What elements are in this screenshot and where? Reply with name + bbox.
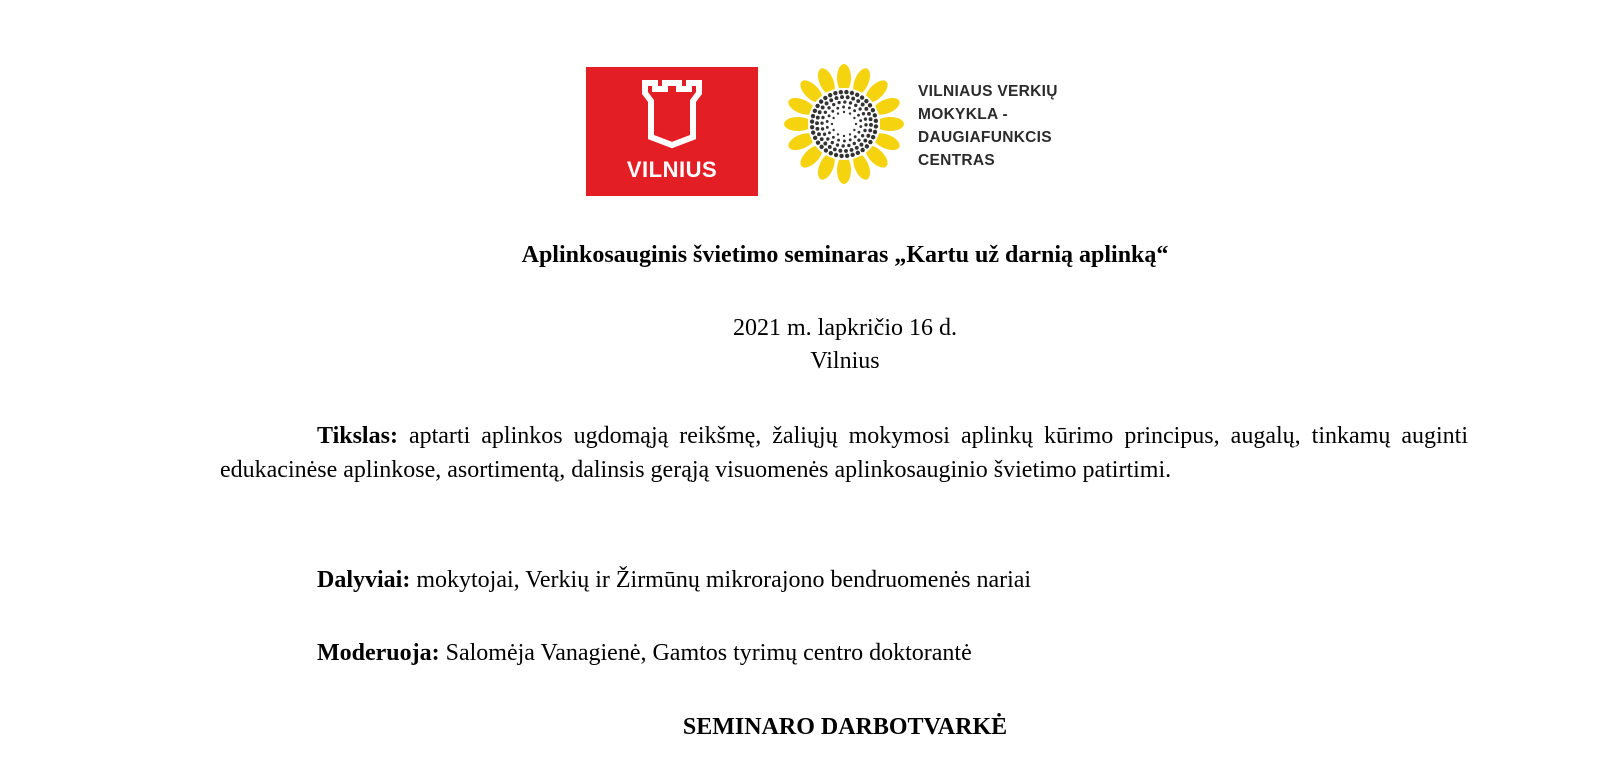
sunflower-logo-icon — [782, 62, 906, 186]
sunflower-petal — [837, 156, 851, 184]
sunflower-seed — [828, 131, 831, 134]
sunflower-seed — [850, 148, 854, 152]
sunflower-petal — [876, 117, 904, 131]
document-title: Aplinkosauginis švietimo seminaras „Kartu už darnią aplinką“ — [521, 242, 1169, 268]
sunflower-seed — [859, 143, 863, 147]
sunflower-seed — [816, 140, 820, 144]
sunflower-seed — [849, 133, 851, 135]
sunflower-seed — [868, 103, 872, 107]
moderator-text: Salomėja Vanagienė, Gamtos tyrimų centro doktorantė — [439, 640, 972, 666]
sunflower-seed — [853, 117, 855, 119]
goal-text: aptarti aplinkos ugdomąją reikšmę, žaliųjų mokymosi aplinkų kūrimo principus, augalų, tinkamų auginti edukacinėse aplinkose, asortimentą, dalinsis gerąją visuomenės aplinkosauginio švietimo patirtimi. — [220, 423, 1468, 483]
goal-label: Tikslas: — [317, 423, 398, 449]
sunflower-seed — [864, 107, 868, 111]
sunflower-seed — [816, 116, 820, 120]
sunflower-seed — [859, 125, 862, 128]
sunflower-seed — [843, 100, 846, 103]
agenda-heading: SEMINARO DARBOTVARKĖ — [682, 714, 1008, 740]
sunflower-seed — [869, 117, 873, 121]
sunflower-seed — [845, 154, 849, 158]
sunflower-seed — [810, 119, 814, 123]
sunflower-seed — [832, 136, 835, 139]
sunflower-seed — [856, 151, 860, 155]
sunflower-seed — [857, 131, 860, 134]
sunflower-seed — [815, 127, 819, 131]
sunflower-seed — [818, 110, 822, 114]
sunflower-seed — [813, 109, 817, 113]
sunflower-seed — [823, 142, 827, 146]
participants-text: mokytojai, Verkių ir Žirmūnų mikrorajono bendruomenės nariai — [410, 567, 1032, 593]
sunflower-seed — [851, 97, 855, 101]
sunflower-seed — [861, 103, 865, 107]
header-logos — [0, 0, 1600, 210]
sunflower-seed — [831, 141, 834, 144]
sunflower-seed — [855, 123, 857, 125]
moderator-label: Moderuoja: — [317, 640, 440, 666]
sunflower-seed — [865, 144, 869, 148]
sunflower-seed — [843, 111, 845, 113]
sunflower-seed — [873, 113, 877, 117]
sunflower-seed — [810, 125, 814, 129]
sunflower-seed — [839, 90, 843, 94]
sunflower-seed — [815, 104, 819, 108]
sunflower-seed — [846, 95, 850, 99]
sunflower-seed — [833, 147, 837, 151]
sunflower-seed — [859, 119, 862, 122]
sunflower-seed — [828, 114, 831, 117]
sunflower-seed — [864, 99, 868, 103]
sunflower-seed — [853, 142, 856, 145]
school-name — [918, 80, 1058, 172]
sunflower-seed — [820, 121, 823, 124]
sunflower-seed — [832, 103, 835, 106]
goal-paragraph — [220, 420, 1468, 487]
sunflower-seed — [837, 112, 839, 114]
sunflower-seed — [844, 149, 848, 153]
sunflower-seed — [869, 123, 873, 127]
sunflower-seed — [863, 129, 866, 132]
sunflower-seed — [871, 135, 875, 139]
school-name-line: DAUGIAFUNKCIS — [918, 129, 1052, 146]
sunflower-seed — [842, 106, 845, 109]
sunflower-seed — [867, 112, 871, 116]
sunflower-seed — [841, 144, 844, 147]
sunflower-seed — [837, 101, 840, 104]
sunflower-seed — [817, 132, 821, 136]
sunflower-seed — [844, 90, 848, 94]
sunflower-seed — [849, 138, 852, 141]
sunflower-seed — [836, 107, 839, 110]
sunflower-seed — [856, 99, 860, 103]
sunflower-seed — [824, 148, 828, 152]
school-name-line: VILNIAUS VERKIŲ — [918, 83, 1058, 100]
sunflower-seed — [838, 149, 842, 153]
sunflower-seed — [831, 123, 833, 125]
vilnius-logo-text: VILNIUS — [626, 157, 718, 182]
sunflower-seed — [849, 101, 852, 104]
participants-label: Dalyviai: — [317, 567, 411, 593]
sunflower-seed — [819, 99, 823, 103]
sunflower-seed — [824, 111, 827, 114]
sunflower-seed — [826, 126, 829, 129]
sunflower-seed — [821, 116, 824, 119]
sunflower-seed — [873, 130, 877, 134]
sunflower-seed — [871, 108, 875, 112]
sunflower-seed — [858, 107, 861, 110]
sunflower-seed — [853, 129, 855, 131]
school-name-line: CENTRAS — [918, 152, 996, 169]
sunflower-seed — [820, 137, 824, 141]
sunflower-seed — [848, 106, 851, 109]
sunflower-seed — [857, 138, 860, 141]
document-date: 2021 m. lapkričio 16 d. — [733, 315, 957, 341]
sunflower-petal — [837, 64, 851, 92]
sunflower-seed — [823, 133, 826, 136]
sunflower-seed — [868, 128, 872, 132]
sunflower-seed — [843, 135, 845, 137]
sunflower-seed — [863, 139, 867, 143]
sunflower-seed — [825, 101, 829, 105]
sunflower-seed — [813, 136, 817, 140]
sunflower-seed — [864, 117, 867, 120]
sunflower-seed — [821, 106, 825, 110]
sunflower-seed — [854, 104, 857, 107]
sunflower-seed — [850, 153, 854, 157]
moderator-paragraph — [317, 638, 972, 668]
sunflower-seed — [811, 130, 815, 134]
sunflower-seed — [850, 91, 854, 95]
sunflower-seed — [832, 129, 834, 131]
sunflower-seed — [832, 117, 834, 119]
sunflower-seed — [836, 143, 839, 146]
castle-tower-icon — [641, 79, 703, 149]
sunflower-seed — [835, 96, 839, 100]
sunflower-seed — [834, 153, 838, 157]
sunflower-seed — [815, 121, 819, 125]
sunflower-seed — [861, 134, 864, 137]
sunflower-seed — [847, 144, 850, 147]
school-name-line: MOKYKLA - — [918, 106, 1008, 123]
sunflower-seed — [866, 134, 870, 138]
sunflower-seed — [831, 110, 834, 113]
vilnius-city-logo — [586, 67, 758, 196]
sunflower-seed — [837, 139, 840, 142]
sunflower-seed — [855, 93, 859, 97]
sunflower-seed — [828, 145, 832, 149]
sunflower-seed — [868, 140, 872, 144]
sunflower-seed — [826, 137, 829, 140]
sunflower-seed — [827, 106, 830, 109]
sunflower-seed — [823, 96, 827, 100]
sunflower-seed — [819, 145, 823, 149]
sunflower-seed — [860, 148, 864, 152]
sunflower-seed — [833, 91, 837, 95]
participants-paragraph — [317, 565, 1031, 595]
sunflower-seed — [855, 146, 859, 150]
document-city: Vilnius — [810, 348, 880, 374]
sunflower-seed — [839, 154, 843, 158]
sunflower-seed — [837, 133, 839, 135]
sunflower-seed — [843, 140, 846, 143]
sunflower-seed — [829, 151, 833, 155]
sunflower-seed — [864, 123, 867, 126]
sunflower-seed — [811, 114, 815, 118]
sunflower-seed — [874, 119, 878, 123]
sunflower-seed — [849, 112, 851, 114]
sunflower-seed — [874, 124, 878, 128]
sunflower-seed — [829, 98, 833, 102]
sunflower-seed — [857, 114, 860, 117]
sunflower-seed — [821, 127, 824, 130]
sunflower-seed — [860, 95, 864, 99]
sunflower-seed — [862, 112, 865, 115]
sunflower-seed — [826, 120, 829, 123]
sunflower-seed — [840, 95, 844, 99]
sunflower-seed — [854, 135, 857, 138]
sunflower-petal — [784, 117, 812, 131]
sunflower-seed — [828, 93, 832, 97]
sunflower-seed — [853, 109, 856, 112]
